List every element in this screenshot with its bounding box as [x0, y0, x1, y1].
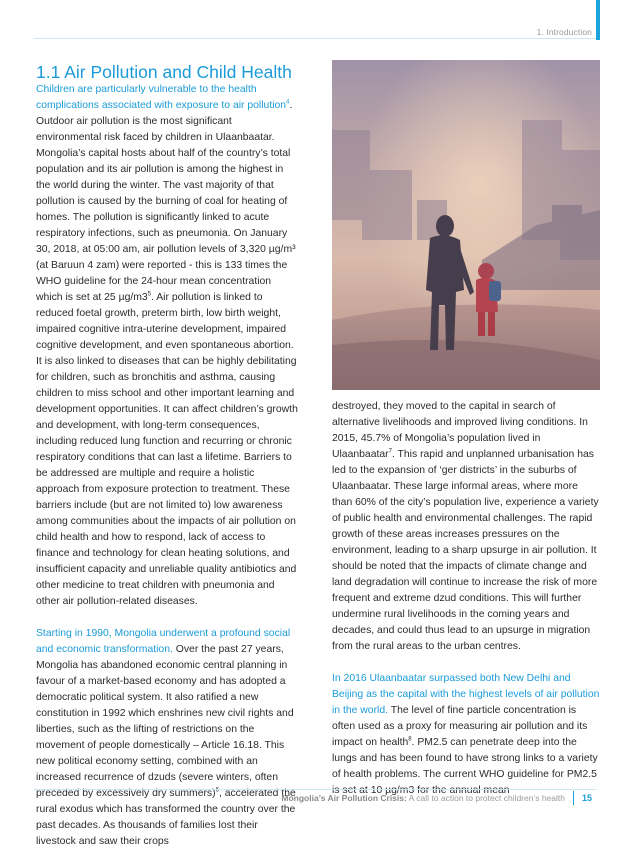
paragraph-2-text-b: , accelerated the rural exodus which has transformed the country over the past decades. As thousands of families lost their livestock and saw their crops	[36, 788, 296, 847]
running-header: 1. Introduction	[536, 27, 592, 37]
paragraph-1-text-a: . Outdoor air pollution is the most significant environmental risk faced by children in Ulaanbaatar. Mongolia’s capital hosts about half of the country’s total population and its air pollution is among the highest in the world during the winter. The vast majority of that pollution is caused by the burning of coal for heating of homes. The pollution is significantly linked to acute respiratory infections, such as pneumonia. On January 30, 2018, at 05:00 am, air pollution levels of 3,320 µg/m³ (at Baruun 4 zam) were reported - this is 133 times the WHO guideline for the 24-hour mean concentration which is set at 25 µg/m3	[36, 100, 296, 303]
paragraph-4-lead: In 2016 Ulaanbaatar surpassed both New Delhi and Beijing as the capital with the highest levels of air pollution in the world.	[332, 673, 600, 716]
header-accent-bar	[596, 0, 600, 40]
header-rule	[34, 38, 596, 39]
footer-separator	[573, 791, 574, 805]
paragraph-1-lead: Children are particularly vulnerable to the health complications associated with exposure to air pollution	[36, 84, 287, 111]
paragraph-1	[36, 82, 298, 610]
page-footer	[281, 791, 592, 805]
page-number: 15	[581, 793, 592, 803]
footnote-ref[interactable]: 4	[286, 99, 290, 106]
paragraph-2-text-a: Over the past 27 years, Mongolia has abandoned economic central planning in favour of a market-based economy and has adopted a democratic political system. It also ratified a new constitution in 1992 which enshrines new civil rights and liberties, such as the lifting of restrictions on the movement of people domestically – Article 16.18. This new political economy setting, combined with an increased recurrence of dzuds (severe winters, often preceded by excessively dry summers)	[36, 644, 294, 799]
paragraph-2-lead: Starting in 1990, Mongolia underwent a profound social and economic transformation.	[36, 628, 291, 655]
body-column-right	[332, 399, 600, 799]
footnote-ref[interactable]: 8	[408, 736, 412, 743]
paragraph-2	[36, 626, 298, 850]
footnote-ref[interactable]: 5	[147, 291, 152, 298]
section-title: 1.1 Air Pollution and Child Health	[36, 62, 292, 82]
footer-title-bold: Mongolia’s Air Pollution Crisis:	[281, 793, 407, 803]
paragraph-4-text-b: . PM2.5 can penetrate deep into the lungs and has been found to have strong links to a variety of health problems. The current WHO guideline for PM2.5 is set at 10 µg/m3 for the annual mean	[332, 737, 598, 796]
paragraph-3-text-a: destroyed, they moved to the capital in search of alternative livelihoods and improved living conditions. In 2015, 45.7% of Mongolia’s population lived in Ulaanbaatar	[332, 401, 588, 460]
paragraph-1-text-b: . Air pollution is linked to reduced foetal growth, preterm birth, low birth weight, impaired cognitive intra-uterine development, impaired cognitive development, and even spontaneous abortion. It is also linked to diseases that can be highly debilitating for children, such as bronchitis and asthma, causing children to miss school and other important learning and development opportunities. It can affect children’s growth and development, with long-term consequences, including reduced lung function and recurring or chronic respiratory conditions that can last a lifetime. Barriers to be addressed are multiple and require a holistic approach from exposure protection to treatment. These barriers include (but are not limited to) low awareness among communities about the impacts of air pollution on child health and how to respond, lack of access to finance and technology for clean heating solutions, and insufficient capacity and unreliable quality antibiotics and other medicine to treat children with pneumonia and other air pollution-related diseases.	[36, 292, 298, 607]
paragraph-4-text-a: The level of fine particle concentration is often used as a proxy for measuring air pollution and its impact on health	[332, 705, 588, 748]
paragraph-3-text-b: . This rapid and unplanned urbanisation has led to the expansion of ‘ger districts’ in the suburbs of Ulaanbaatar. These large informal areas, where more than 60% of the city’s population live, experience a variety of public health and environmental challenges. The rapid growth of these areas increases pressures on the environment, leading to a sharp upsurge in air pollution. It should be noted that the impacts of climate change and land degradation will continue to increase the risk of more frequent and extreme dzud conditions. This will further undermine rural livelihoods in the coming years and decades, and could thus lead to an upsurge in migration from the rural areas to the urban centres.	[332, 449, 599, 652]
paragraph-4	[332, 671, 600, 799]
photo-mother-and-child-in-smog	[332, 60, 600, 390]
footer-title	[281, 793, 565, 803]
photo-illustration	[332, 60, 600, 390]
footnote-ref[interactable]: 6	[215, 787, 219, 794]
footer-rule	[34, 789, 596, 790]
body-column-left	[36, 82, 298, 850]
paragraph-3	[332, 399, 600, 655]
footnote-ref[interactable]: 7	[388, 448, 392, 455]
footer-title-rest: A call to action to protect children’s health	[406, 793, 565, 803]
